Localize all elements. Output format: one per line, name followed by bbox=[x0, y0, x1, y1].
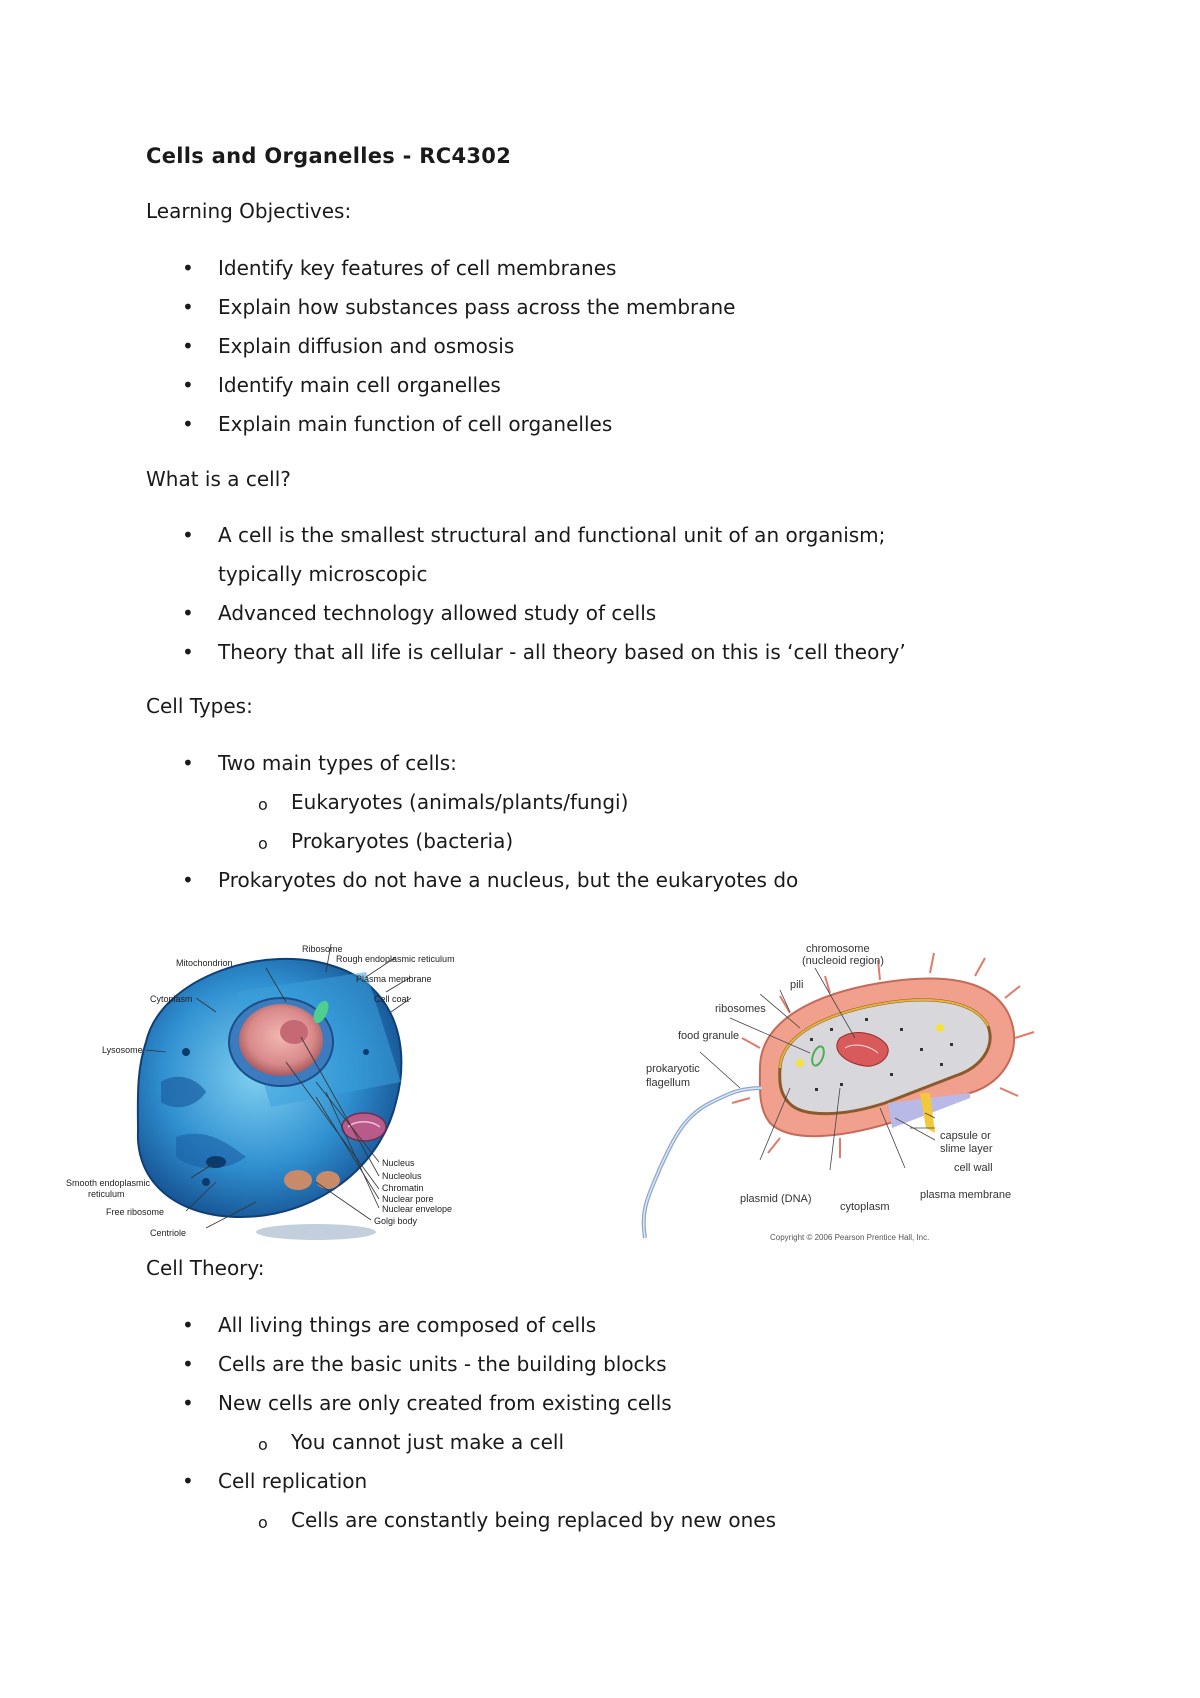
bullet-icon: • bbox=[182, 334, 194, 358]
bullet-icon: • bbox=[182, 256, 194, 280]
diagram-label: food granule bbox=[678, 1030, 740, 1042]
bullet-icon: • bbox=[182, 1352, 194, 1376]
animal-cell-diagram bbox=[66, 932, 506, 1244]
sub-bullet-icon: o bbox=[258, 834, 268, 853]
sub-list-item: o Eukaryotes (animals/plants/fungi) bbox=[0, 783, 798, 822]
list-item: • Theory that all life is cellular - all theory based on this is ‘cell theory’ bbox=[0, 633, 906, 672]
diagram-label: Mitochondrion bbox=[176, 958, 233, 968]
cell-theory-list bbox=[0, 1306, 776, 1540]
bullet-icon: • bbox=[182, 1391, 194, 1415]
diagram-label: prokaryotic bbox=[646, 1063, 700, 1075]
diagram-label: Free ribosome bbox=[106, 1207, 165, 1217]
learning-objectives-heading: Learning Objectives: bbox=[146, 199, 352, 223]
list-item: • Explain how substances pass across the membrane bbox=[0, 288, 735, 327]
diagram-label: reticulum bbox=[88, 1189, 125, 1199]
sub-bullet-icon: o bbox=[258, 1435, 268, 1454]
diagram-label: ribosomes bbox=[715, 1003, 766, 1015]
bullet-icon: • bbox=[182, 295, 194, 319]
diagram-label: Smooth endoplasmic bbox=[66, 1178, 151, 1188]
bullet-icon: • bbox=[182, 373, 194, 397]
sub-list-item: o Prokaryotes (bacteria) bbox=[0, 822, 798, 861]
diagram-label: flagellum bbox=[646, 1077, 691, 1089]
list-item: • Identify key features of cell membranes bbox=[0, 249, 735, 288]
list-item: • Cells are the basic units - the building blocks bbox=[0, 1345, 776, 1384]
page-title: Cells and Organelles - RC4302 bbox=[146, 144, 512, 168]
bullet-icon: • bbox=[182, 601, 194, 625]
list-item: • Two main types of cells: bbox=[0, 744, 798, 783]
list-item-line: A cell is the smallest structural and functional unit of an organism; bbox=[218, 523, 886, 547]
diagram-label: Ribosome bbox=[302, 944, 343, 954]
diagram-label: Nucleolus bbox=[382, 1171, 422, 1181]
diagram-label: Centriole bbox=[150, 1228, 187, 1238]
list-item: • Advanced technology allowed study of cells bbox=[0, 594, 906, 633]
diagram-label: Nuclear envelope bbox=[382, 1204, 453, 1214]
diagram-label: slime layer bbox=[940, 1143, 993, 1155]
diagram-label: Nucleus bbox=[382, 1158, 415, 1168]
diagram-label: Golgi body bbox=[374, 1216, 418, 1226]
list-item: • Cell replication bbox=[0, 1462, 776, 1501]
diagram-label: Rough endoplasmic reticulum bbox=[336, 954, 455, 964]
diagram-label: plasma membrane bbox=[920, 1189, 1012, 1201]
list-item: • Prokaryotes do not have a nucleus, but the eukaryotes do bbox=[0, 861, 798, 900]
bullet-icon: • bbox=[182, 868, 194, 892]
diagram-label: cell wall bbox=[954, 1162, 993, 1174]
what-is-a-cell-list bbox=[0, 516, 906, 672]
diagram-label: capsule or bbox=[940, 1130, 991, 1142]
sub-bullet-icon: o bbox=[258, 1513, 268, 1532]
bacterial-cell-diagram bbox=[640, 938, 1050, 1253]
diagram-label: plasmid (DNA) bbox=[740, 1193, 812, 1205]
cell-theory-heading: Cell Theory: bbox=[146, 1256, 265, 1280]
diagram-label: Nuclear pore bbox=[382, 1194, 434, 1204]
cell-types-heading: Cell Types: bbox=[146, 694, 253, 718]
diagram-label: Cell coat bbox=[374, 994, 410, 1004]
bullet-icon: • bbox=[182, 412, 194, 436]
diagram-label: (nucleoid region) bbox=[802, 955, 884, 967]
sub-list-item: o Cells are constantly being replaced by new ones bbox=[0, 1501, 776, 1540]
diagram-label: Cytoplasm bbox=[150, 994, 193, 1004]
cell-types-list bbox=[0, 744, 798, 900]
diagram-label: chromosome bbox=[806, 943, 870, 955]
bullet-icon: • bbox=[182, 523, 194, 547]
list-item: • New cells are only created from existing cells bbox=[0, 1384, 776, 1423]
list-item-line: typically microscopic bbox=[218, 562, 428, 586]
list-item: • Identify main cell organelles bbox=[0, 366, 735, 405]
diagram-label: Lysosome bbox=[102, 1045, 143, 1055]
list-item: • All living things are composed of cells bbox=[0, 1306, 776, 1345]
bullet-icon: • bbox=[182, 1469, 194, 1493]
list-item: • Explain main function of cell organelles bbox=[0, 405, 735, 444]
diagram-label: cytoplasm bbox=[840, 1201, 890, 1213]
list-item bbox=[0, 516, 906, 594]
bullet-icon: • bbox=[182, 1313, 194, 1337]
what-is-a-cell-heading: What is a cell? bbox=[146, 467, 291, 491]
bullet-icon: • bbox=[182, 751, 194, 775]
list-item: • Explain diffusion and osmosis bbox=[0, 327, 735, 366]
copyright-text: Copyright © 2006 Pearson Prentice Hall, Inc. bbox=[770, 1233, 930, 1242]
bullet-icon: • bbox=[182, 640, 194, 664]
learning-objectives-list bbox=[0, 249, 735, 444]
diagram-label: Plasma membrane bbox=[356, 974, 432, 984]
sub-list-item: o You cannot just make a cell bbox=[0, 1423, 776, 1462]
diagram-label: Chromatin bbox=[382, 1183, 424, 1193]
diagram-label: pili bbox=[790, 979, 804, 991]
sub-bullet-icon: o bbox=[258, 795, 268, 814]
